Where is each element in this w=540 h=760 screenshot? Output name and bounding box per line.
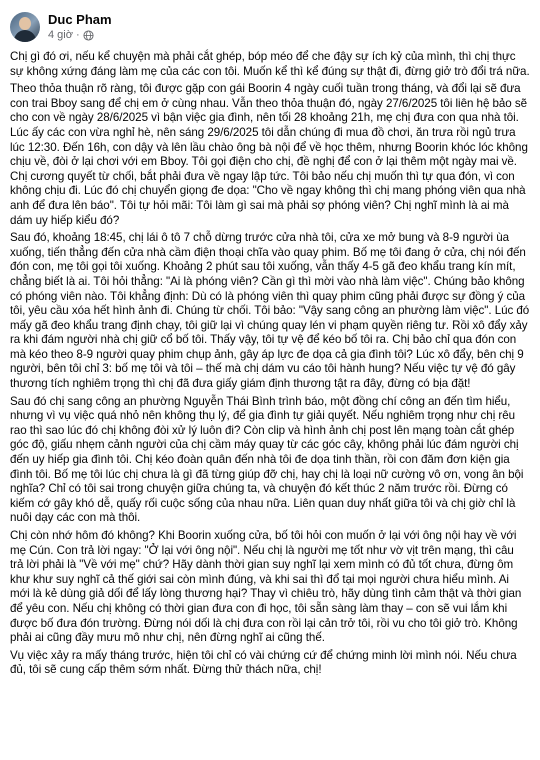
post-paragraph-2: Theo thỏa thuận rõ ràng, tôi được gặp con gái Boorin 4 ngày cuối tuần trong tháng, và đổi lại sẽ đưa con trai Bboy sang để chị em ở cùng nhau. Vẫn theo thỏa thuận đó, ngày 27/6/2025 tôi liên hệ bảo sẽ cho con về ngày 28/6/2025 vì bận việc gia đình, nên tối 28 khoảng 21h, mẹ chị đưa con qua nhà tôi. Lúc ấy các con vừa nghỉ hè, nên sáng 29/6/2025 tôi dẫn chúng đi mua đồ chơi, ăn trưa rồi ngủ trưa lúc 12:30. Đến 16h, con dậy và lên lầu chào ông bà nội để về học thêm, nhưng Boorin khóc lóc không chịu về, đòi ở lại chơi với em Bboy. Tôi gọi điện cho chị, đề nghị để con ở lại thêm một ngày mai về. Chị cương quyết từ chối, bắt phải đưa về ngay lập tức. Tôi bảo nếu chị muốn thì tự qua đón, vì con không chịu đi. Lúc đó chị chuyển giọng đe dọa: "Cho về ngay không thì chị mang phóng viên qua nhà anh để đưa lên báo". Tôi tự hỏi mãi: Tôi làm gì sai mà phải sợ phóng viên? Chị nghĩ mình là ai mà dám uy hiếp kiểu đó? (10, 82, 528, 227)
post-paragraph-3: Sau đó, khoảng 18:45, chị lái ô tô 7 chỗ dừng trước cửa nhà tôi, cửa xe mở bung và 8-9 người ùa xuống, tiến thẳng đến cửa nhà cầm điện thoại chĩa vào quay phim. Bố mẹ tôi đang ở cửa, chị nói đến đón con, mẹ tôi gọi tôi xuống. Khoảng 2 phút sau tôi xuống, vẫn thấy 4-5 gã đeo khẩu trang kín mít, chẳng biết là ai. Tôi hỏi thẳng: "Ai là phóng viên? Cần gì thì mời vào nhà làm việc". Chúng bảo không có phóng viên nào. Tôi khẳng định: Dù có là phóng viên thì quay phim cũng phải được sự đồng ý của tôi, yêu cầu xóa hết hình ảnh đi. Chúng từ chối. Tôi bảo: "Vậy sang công an phường làm việc". Lúc đó mấy gã đeo khẩu trang định chạy, tôi giữ lại vì chúng quay lén vi phạm quyền riêng tư. Rồi xô đẩy xảy ra khi đám người nhà chị giữ cổ bố tôi. Thấy vậy, tôi tự vệ để kéo bố tôi ra. Chị bảo chỉ qua đón con mà kéo theo 8-9 người quay phim chụp ảnh, gây áp lực đe dọa cả gia đình tôi? Lúc xô đẩy, bên chị 9 người, bên tôi chỉ 3: bố mẹ tôi và tôi – thế mà chị dám vu cáo tôi hành hung? Nếu việc tự vệ đó gây thương tích nghiêm trọng thì chị đã đưa giấy giám định thương tật ra đây, đừng có bịa đặt! (10, 231, 530, 391)
post-time[interactable]: 4 giờ (48, 29, 73, 41)
post-subline (48, 28, 112, 42)
post-header (10, 10, 530, 44)
post-paragraph-1: Chị gì đó ơi, nếu kể chuyện mà phải cắt ghép, bóp méo để che đậy sự ích kỷ của mình, thì chị thực sự không xứng đáng làm mẹ của các con tôi. Muốn kể thì kể đúng sự thật đi, đừng giở trò đổi trá nữa. (10, 50, 530, 78)
globe-icon[interactable] (83, 30, 94, 41)
avatar[interactable] (10, 12, 40, 42)
post-paragraph-5: Chị còn nhớ hôm đó không? Khi Boorin xuống cửa, bố tôi hỏi con muốn ở lại với ông nội hay về với mẹ Cún. Con trả lời ngay: "Ở lại với ông nội". Nếu chị là người mẹ tốt như vờ vịt trên mạng, thì câu trả lời phải là "Về với mẹ" chứ? Hãy dành thời gian suy nghĩ lại xem mình có đủ tốt chưa, đừng ôm khư khư suy nghĩ cả thế giới sai còn mình đúng, và khi sai thì đổ tại mọi người chưa hiểu mình. Ai mới là kẻ dùng giả dối để lấy lòng thương hại? Thay vì chiêu trò, hãy dùng tình cảm thật và thời gian để yêu con. Nếu chị không có thời gian đưa con đi học, tôi sẵn sàng làm thay – con sẽ vui lắm khi được bố đưa đón trường. Đừng nói dối là chị đưa con rồi lại cản trở tôi, rồi vu cho tôi giở trò. Không phải ai cũng đầy mưu mô như chị, nên đừng nghĩ ai cũng thế. (10, 529, 522, 645)
post-paragraph-4: Sau đó chị sang công an phường Nguyễn Thái Bình trình báo, một đồng chí công an đến tìm hiểu, nhưng vì vụ việc quá nhỏ nên không thụ lý, để gia đình tự giải quyết. Nếu nghiêm trọng như chị rêu rao thì sao lúc đó chị không đòi xử lý luôn đi? Còn clip và hình ảnh chị post lên mạng toàn cắt ghép góc độ, giấu nhẹm cảnh người của chị cầm máy quay từ các góc cây, không phải lúc đám người chị đến uy hiếp gia đình tôi. Chị kéo đoàn quân đến nhà tôi đe dọa tinh thần, rồi con đăm đơn kiện gia đình tôi. Bố mẹ tôi lúc chị chưa là gì đã từng giúp đỡ chị, hay chị là loại nữ cường vô ơn, vong ân bội nghĩa? Chỉ có tôi sai trong chuyện giữa chúng ta, và chuyện đó kết thúc 2 năm trước rồi. Đừng có kiếm cớ gây khó dễ, quấy rối cuộc sống của nhau nữa. Liên quan duy nhất giữa tôi và chị giờ chỉ là nuôi dạy các con mà thôi. (10, 394, 524, 525)
post-body (10, 50, 530, 678)
avatar-face (19, 17, 31, 30)
post-paragraph-6: Vụ việc xảy ra mấy tháng trước, hiện tôi chỉ có vài chứng cứ để chứng minh lời mình nói. Nếu chưa đủ, tôi sẽ cung cấp thêm sớm nhất. Đừng thử thách nữa, chị! (10, 648, 517, 677)
avatar-torso (14, 30, 36, 42)
author-name[interactable]: Duc Pham (48, 12, 112, 27)
separator-dot: · (75, 29, 80, 41)
post-meta (48, 12, 112, 42)
